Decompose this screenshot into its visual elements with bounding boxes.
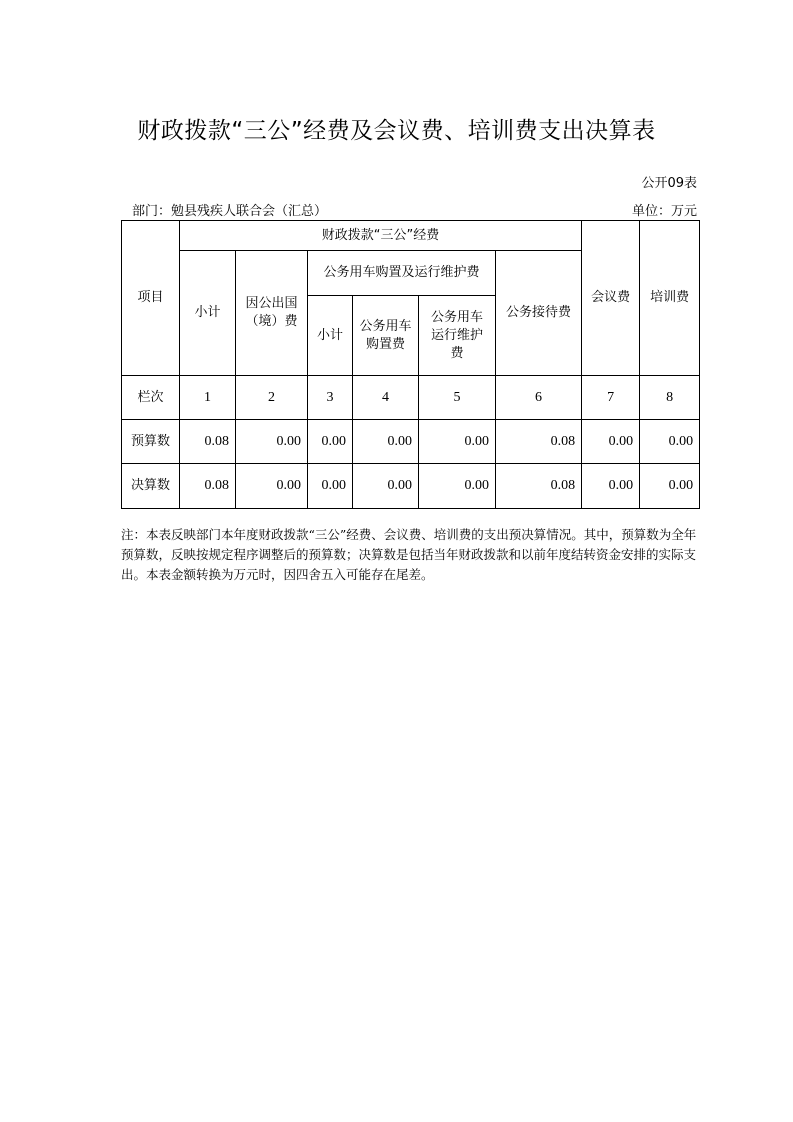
table-cell: 0.08 bbox=[180, 464, 236, 509]
table-cell: 0.00 bbox=[308, 464, 353, 509]
row-label-budget: 预算数 bbox=[122, 420, 180, 464]
table-cell: 0.00 bbox=[582, 420, 640, 464]
expenditure-table bbox=[121, 220, 700, 509]
column-index-1: 1 bbox=[180, 376, 236, 420]
table-cell: 0.08 bbox=[180, 420, 236, 464]
header-vehicle-purchase-line1: 公务用车 bbox=[359, 318, 412, 334]
table-cell: 0.00 bbox=[308, 420, 353, 464]
header-vehicle-run bbox=[419, 296, 496, 376]
table-cell: 0.00 bbox=[419, 464, 496, 509]
table-number: 公开09表 bbox=[641, 176, 697, 191]
table-cell: 0.00 bbox=[236, 464, 308, 509]
table-cell: 0.00 bbox=[640, 464, 700, 509]
page-title: 财政拨款“三公”经费及会议费、培训费支出决算表 bbox=[137, 118, 656, 144]
department-label: 部门：勉县残疾人联合会（汇总） bbox=[132, 204, 328, 219]
table-cell: 0.08 bbox=[496, 420, 582, 464]
header-meeting: 会议费 bbox=[582, 221, 640, 376]
header-training: 培训费 bbox=[640, 221, 700, 376]
table-row bbox=[122, 464, 700, 509]
header-item: 项目 bbox=[122, 221, 180, 376]
column-index-6: 6 bbox=[496, 376, 582, 420]
header-subtotal: 小计 bbox=[180, 251, 236, 376]
table-row bbox=[122, 420, 700, 464]
footnote: 注：本表反映部门本年度财政拨款“三公”经费、会议费、培训费的支出预决算情况。其中，预算数为全年预算数，反映按规定程序调整后的预算数；决算数是包括当年财政拨款和以前年度结转资金安排的实际支出。本表金额转换为万元时，因四舍五入可能存在尾差。 bbox=[121, 527, 697, 582]
table-cell: 0.00 bbox=[640, 420, 700, 464]
unit-label: 单位：万元 bbox=[631, 204, 697, 219]
header-vehicle: 公务用车购置及运行维护费 bbox=[308, 251, 496, 296]
table-cell: 0.08 bbox=[496, 464, 582, 509]
column-index-4: 4 bbox=[353, 376, 419, 420]
column-index-label: 栏次 bbox=[122, 376, 180, 420]
column-index-8: 8 bbox=[640, 376, 700, 420]
header-reception: 公务接待费 bbox=[496, 251, 582, 376]
table-cell: 0.00 bbox=[236, 420, 308, 464]
table-cell: 0.00 bbox=[419, 420, 496, 464]
header-three-public: 财政拨款“三公”经费 bbox=[180, 221, 582, 251]
header-vehicle-run-line2: 运行维护 bbox=[430, 327, 483, 343]
column-index-7: 7 bbox=[582, 376, 640, 420]
header-vehicle-purchase bbox=[353, 296, 419, 376]
column-index-row bbox=[122, 376, 700, 420]
header-vehicle-run-line1: 公务用车 bbox=[430, 309, 483, 325]
header-vehicle-purchase-line2: 购置费 bbox=[365, 336, 405, 352]
header-abroad bbox=[236, 251, 308, 376]
header-vehicle-subtotal: 小计 bbox=[308, 296, 353, 376]
table-cell: 0.00 bbox=[582, 464, 640, 509]
row-label-final: 决算数 bbox=[122, 464, 180, 509]
table-cell: 0.00 bbox=[353, 464, 419, 509]
column-index-5: 5 bbox=[419, 376, 496, 420]
header-vehicle-run-line3: 费 bbox=[450, 345, 464, 361]
table-cell: 0.00 bbox=[353, 420, 419, 464]
column-index-2: 2 bbox=[236, 376, 308, 420]
header-abroad-line2: （境）费 bbox=[245, 314, 298, 329]
column-index-3: 3 bbox=[308, 376, 353, 420]
header-abroad-line1: 因公出国 bbox=[245, 296, 298, 311]
header-row-1 bbox=[122, 221, 700, 251]
